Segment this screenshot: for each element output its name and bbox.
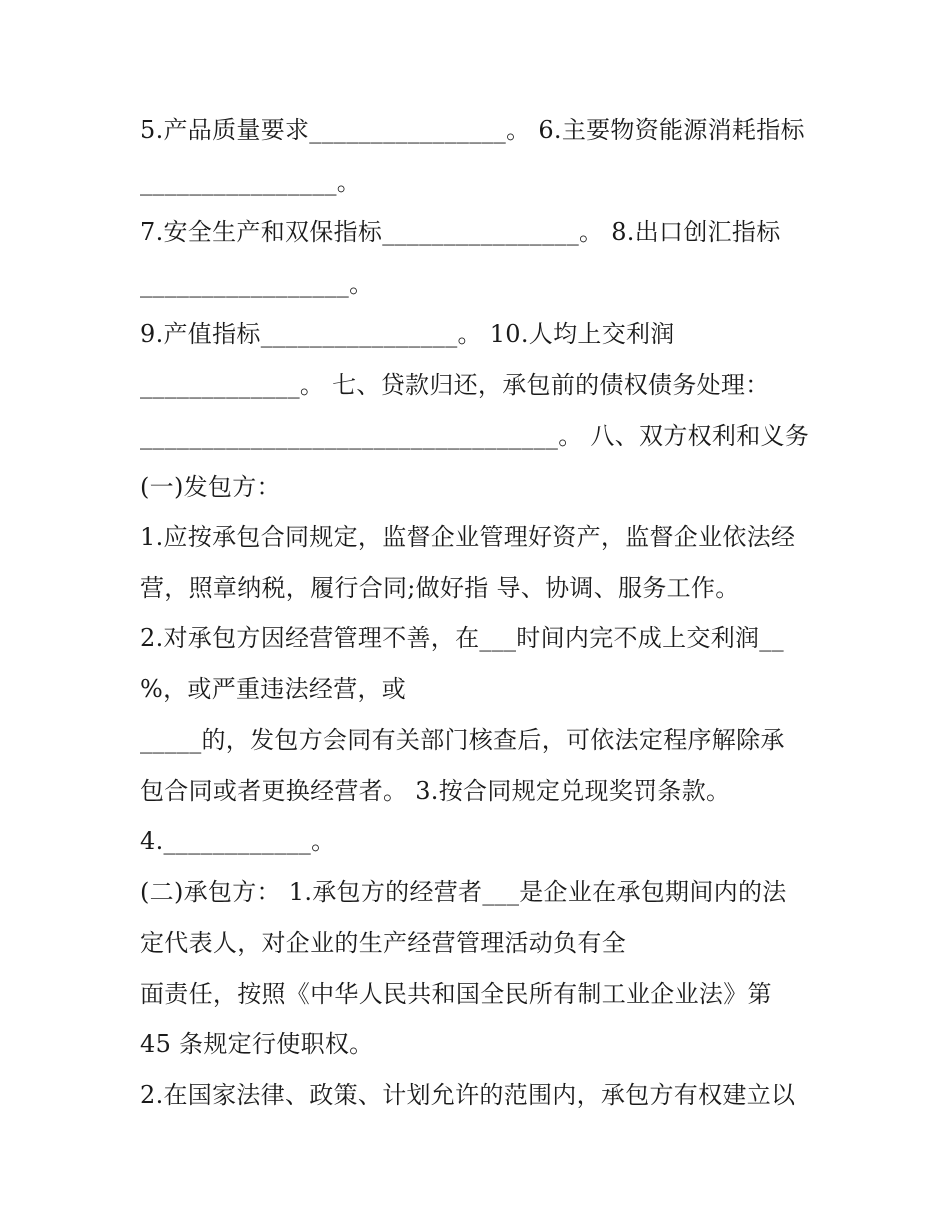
text-line: 2.在国家法律、政策、计划允许的范围内，承包方有权建立以 [140, 1081, 796, 1109]
text-line: 2.对承包方因经营管理不善，在___时间内完不成上交利润__ [140, 624, 784, 652]
text-line: __________________________________。 八、双方权利和义务 [140, 422, 810, 450]
text-line: %，或严重违法经营，或 [140, 675, 407, 703]
text-line: (二)承包方： 1.承包方的经营者___是企业在承包期间内的法 [140, 878, 787, 906]
text-line: 45 条规定行使职权。 [140, 1030, 374, 1058]
text-line: 5.产品质量要求________________。 6.主要物资能源消耗指标 [140, 116, 805, 144]
text-line: _____的，发包方会同有关部门核查后，可依法定程序解除承 [140, 726, 785, 754]
text-line: _________________。 [140, 270, 374, 298]
text-line: 7.安全生产和双保指标________________。 8.出口创汇指标 [140, 218, 781, 246]
text-line: 包合同或者更换经营者。 3.按合同规定兑现奖罚条款。 [140, 777, 731, 805]
text-line: _____________。 七、贷款归还，承包前的债权债务处理： [140, 371, 770, 399]
text-line: 面责任，按照《中华人民共和国全民所有制工业企业法》第 [140, 980, 772, 1008]
section-heading: (一)发包方： [140, 473, 281, 501]
text-line: 营，照章纳税，履行合同;做好指 导、协调、服务工作。 [140, 574, 740, 602]
text-line: 4.____________。 [140, 827, 336, 855]
text-line: 9.产值指标________________。 10.人均上交利润 [140, 320, 675, 348]
text-line: 1.应按承包合同规定，监督企业管理好资产，监督企业依法经 [140, 523, 796, 551]
text-line: ________________。 [140, 168, 362, 196]
text-line: 定代表人，对企业的生产经营管理活动负有全 [140, 929, 626, 957]
